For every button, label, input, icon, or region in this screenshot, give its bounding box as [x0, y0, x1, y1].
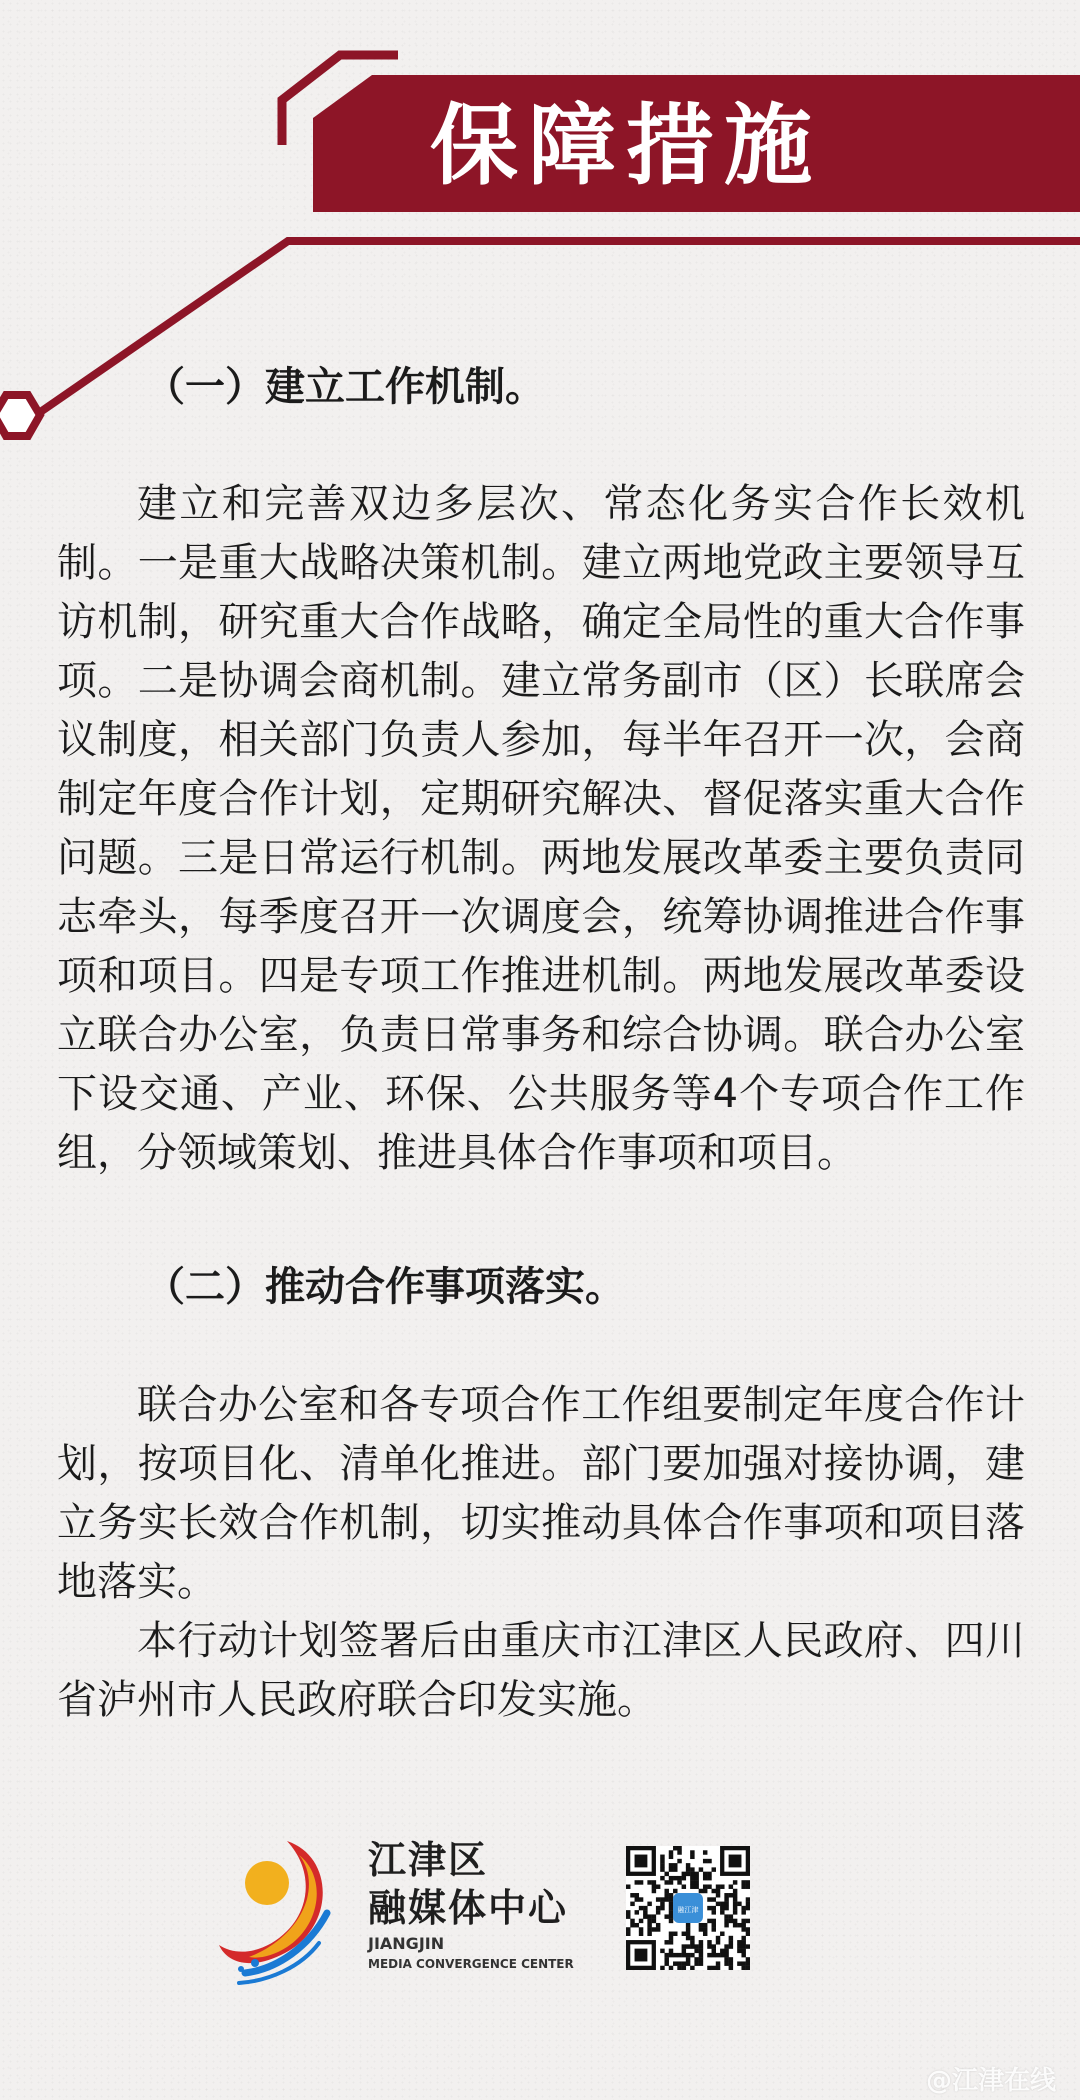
brand-english-line2: MEDIA CONVERGENCE CENTER — [368, 1957, 574, 1971]
brand-name-line1: 江津区 — [368, 1838, 489, 1882]
media-center-logo-icon — [215, 1835, 343, 1985]
brand-name-line2: 融媒体中心 — [368, 1886, 569, 1930]
qr-code[interactable] — [626, 1846, 750, 1970]
qr-center-label: 融江津 — [677, 1906, 699, 1914]
section-body-2 — [57, 1376, 1025, 1730]
section-body-1 — [57, 475, 1025, 1183]
page-title: 保障措施 — [430, 94, 823, 197]
paragraph: 建立和完善双边多层次、常态化务实合作长效机制。一是重大战略决策机制。建立两地党政主要领导互访机制，研究重大合作战略，确定全局性的重大合作事项。二是协调会商机制。建立常务副市（区）长联席会议制度，相关部门负责人参加，每半年召开一次，会商制定年度合作计划，定期研究解决、督促落实重大合作问题。三是日常运行机制。两地发展改革委主要负责同志牵头，每季度召开一次调度会，统筹协调推进合作事项和项目。四是专项工作推进机制。两地发展改革委设立联合办公室，负责日常事务和综合协调。联合办公室下设交通、产业、环保、公共服务等4个专项合作工作组，分领域策划、推进具体合作事项和项目。 — [57, 481, 1025, 1176]
paragraph: 本行动计划签署后由重庆市江津区人民政府、四川省泸州市人民政府联合印发实施。 — [57, 1618, 1025, 1723]
paragraph: 联合办公室和各专项合作工作组要制定年度合作计划，按项目化、清单化推进。部门要加强对接协调，建立务实长效合作机制，切实推动具体合作事项和项目落地落实。 — [57, 1382, 1025, 1605]
section-heading-2: （二）推动合作事项落实。 — [145, 1264, 625, 1310]
brand-english-line1: JIANGJIN — [368, 1934, 445, 1953]
section-heading-1: （一）建立工作机制。 — [145, 364, 545, 410]
watermark: @江津在线 — [925, 2066, 1056, 2096]
